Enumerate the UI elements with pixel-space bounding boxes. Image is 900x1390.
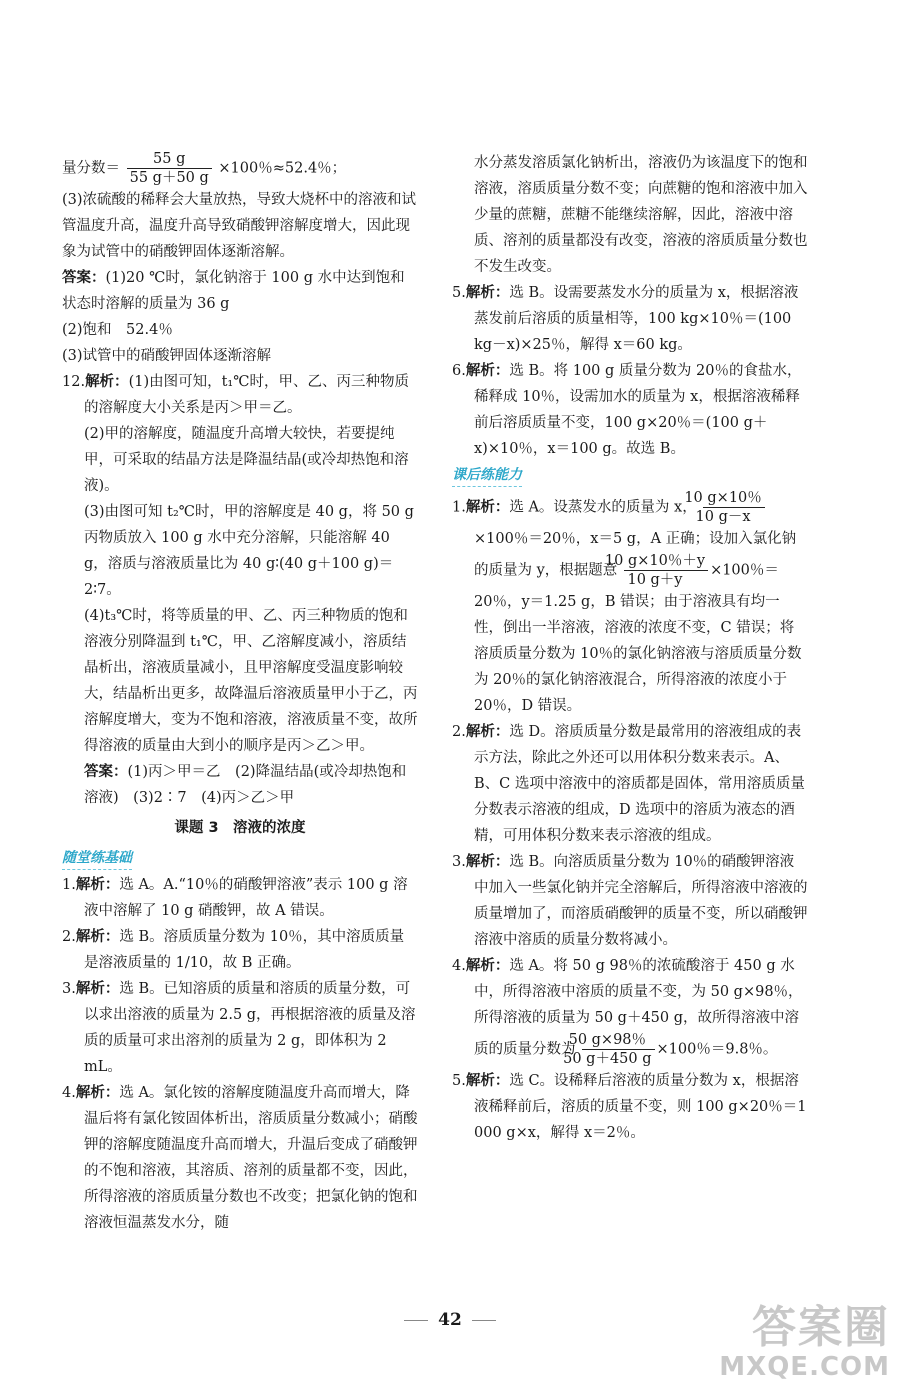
item-3 [62,976,418,1080]
answer-block [62,265,418,317]
question-number: 3. [452,854,466,870]
paragraph: 选 D。溶质质量分数是最常用的溶液组成的表示方法，除此之外还可以用体积分数来表示。A、B、C 选项中溶液中的溶质都是固体，常用溶质质量分数表示溶液的组成，D 选项中的溶质为液态的酒精，可用体积分数来表示溶液的组成。 [474,724,805,844]
answer-text: (1)20 ℃时，氯化钠溶于 100 g 水中达到饱和状态时溶解的质量为 36 g [62,270,405,312]
analysis-label: 解析： [75,1084,120,1101]
paragraph: (2)甲的溶解度，随温度升高增大较快，若要提纯甲，可采取的结晶方法是降温结晶(或冷却热饱和溶液)。 [84,426,409,494]
question-number: 12. [62,374,86,390]
practice-1 [452,489,808,719]
fraction-denominator: 50 g＋450 g [563,1051,652,1067]
practice-3 [452,849,808,953]
paragraph: 水分蒸发溶质氯化钠析出，溶液仍为该温度下的饱和溶液，溶质质量分数不变；向蔗糖的饱和溶液中加入少量的蔗糖，蔗糖不能继续溶解，因此，溶液中溶质、溶剂的质量都没有改变，溶液的溶质质量分数也不发生改变。 [474,155,808,275]
fraction [563,1031,654,1068]
question-number: 2. [62,929,76,945]
answer-block [62,759,418,811]
paragraph: 选 A。A.“10％的硝酸钾溶液”表示 100 g 溶液中溶解了 10 g 硝酸钾，故 A 错误。 [84,877,408,919]
fraction-denominator: 55 g＋50 g [129,170,209,186]
paragraph: 选 B。向溶质质量分数为 10％的硝酸钾溶液中加入一些氯化钠并完全溶解后，所得溶液中溶液的质量增加了，而溶质硝酸钾的质量不变，所以硝酸钾溶液中溶质的质量分数将减小。 [474,854,808,948]
practice-5 [452,1068,808,1146]
paragraph: 选 B。设需要蒸发水分的质量为 x，根据溶液蒸发前后溶质的质量相等，100 kg×10％＝(100 kg－x)×25％，解得 x＝60 kg。 [474,285,799,353]
analysis-label: 解析： [85,373,129,390]
fraction-numerator: 50 g×98％ [582,1031,654,1050]
item-2 [62,924,418,976]
analysis-label: 解析： [465,957,510,974]
question-12 [62,369,418,421]
text: ×100％＝9.8％。 [656,1041,778,1058]
question-number: 2. [452,724,466,740]
item-6 [452,358,808,462]
fraction-denominator: 10 g－x [695,509,751,525]
section-heading: 课后练能力 [452,464,522,487]
practice-2 [452,719,808,849]
left-column [62,150,418,1236]
paragraph: 选 A。氯化铵的溶解度随温度升高而增大，降温后将有氯化铵固体析出，溶质质量分数减小；硝酸钾的溶解度随温度升高而增大，升温后变成了硝酸钾的不饱和溶液，其溶质、溶剂的质量都不变，因此，所得溶液的溶质质量分数也不改变；把氯化钠的饱和溶液恒温蒸发水分，随 [84,1085,418,1231]
analysis-label: 解析： [75,980,120,997]
analysis-label: 解析： [465,723,510,740]
analysis-label: 解析： [75,928,120,945]
fraction-numerator: 55 g [127,150,212,169]
right-column [452,150,808,1146]
item-1 [62,872,418,924]
paragraph: 选 C。设稀释后溶液的质量分数为 x，根据溶液稀释前后，溶质的质量不变，则 100 g×20％＝1 000 g×x，解得 x＝2％。 [474,1073,807,1141]
practice-4 [452,953,808,1068]
text: 选 A。设蒸发水的质量为 x， [509,499,697,516]
paragraph: (3)由图可知 t₂℃时，甲的溶解度是 40 g，将 50 g 丙物质放入 100 g 水中充分溶解，只能溶解 40 g，溶质与溶液质量比为 40 g∶(40 g＋100 g)＝2∶7。 [84,504,414,598]
text: ×100％＝20％，x＝5 g，A 正确；设加入氯化钠的质量为 y，根据题意 [474,531,797,579]
question-number: 5. [452,1073,466,1089]
section-heading: 随堂练基础 [62,847,132,870]
watermark-url: MXQE.COM [719,1352,890,1382]
analysis-label: 解析： [465,1072,510,1089]
fraction-denominator: 10 g＋y [627,572,683,588]
analysis-label: 解析： [465,853,510,870]
paragraph: 选 B。已知溶质的质量和溶质的质量分数，可以求出溶液的质量为 2.5 g，再根据溶液的质量及溶质的质量可求出溶剂的质量为 2 g，即体积为 2 mL。 [84,981,416,1075]
answer-label: 答案： [84,763,128,780]
answer-text: (2)饱和 52.4％ [62,322,173,338]
fraction [127,150,212,187]
watermark-logo: 答案圈 [752,1302,890,1353]
answer-label: 答案： [62,269,106,286]
text: ×100％＝20％，y＝1.25 g，B 错误；由于溶液具有均一性，倒出一半溶液，溶液的浓度不变，C 错误；将溶质质量分数为 10％的氯化钠溶液与溶质质量分数为 20％的氯化钠溶液混合，所得溶液的浓度小于 20％，D 错误。 [474,562,802,714]
question-number: 1. [62,877,76,893]
text: ×100％≈52.4％； [218,160,347,177]
divider [404,1320,428,1321]
question-number: 4. [452,958,466,974]
question-number: 4. [62,1085,76,1101]
analysis-label: 解析： [465,362,510,379]
mass-fraction-line [62,150,418,187]
text: 选 A。将 50 g 98％的浓硫酸溶于 450 g 水中，所得溶液中溶质的质量不变，为 50 g×98％，所得溶液的质量为 50 g＋450 g，故所得溶液中溶质的质量分数为 [474,958,803,1058]
paragraph: (3)浓硫酸的稀释会大量放热，导致大烧杯中的溶液和试管温度升高，温度升高导致硝酸钾溶解度增大，因此现象为试管中的硝酸钾固体逐渐溶解。 [62,192,417,260]
lesson-title: 课题 3 溶液的浓度 [174,820,306,836]
text: 量分数＝ [62,160,120,177]
divider [472,1320,496,1321]
fraction [604,552,708,589]
analysis-label: 解析： [465,498,510,516]
item-5 [452,280,808,358]
analysis-label: 解析： [465,284,510,301]
paragraph: (1)由图可知，t₁℃时，甲、乙、丙三种物质的溶解度大小关系是丙＞甲＝乙。 [84,374,409,416]
answer-text: (3)试管中的硝酸钾固体逐渐溶解 [62,348,272,364]
page-number-text: 42 [438,1310,462,1330]
analysis-label: 解析： [75,876,120,893]
question-number: 1. [452,499,466,516]
fraction-numerator: 10 g×10％ [703,489,764,508]
paragraph: (4)t₃℃时，将等质量的甲、乙、丙三种物质的饱和溶液分别降温到 t₁℃，甲、乙溶解度减小，溶质结晶析出，溶液质量减小，且甲溶解度受温度影响较大，结晶析出更多，故降温后溶液质量甲小于乙，丙溶解度增大，变为不饱和溶液，溶液质量不变，故所得溶液的质量由大到小的顺序是丙＞乙＞甲。 [84,608,418,754]
question-number: 3. [62,981,76,997]
paragraph: 选 B。将 100 g 质量分数为 20％的食盐水，稀释成 10％，设需加水的质量为 x，根据溶液稀释前后溶质质量不变，100 g×20％＝(100 g＋x)×10％，x＝100 g。故选 B。 [474,363,802,457]
question-number: 5. [452,285,466,301]
item-4 [62,1080,418,1236]
paragraph: 选 B。溶质质量分数为 10％，其中溶质质量是溶液质量的 1/10，故 B 正确。 [84,929,405,971]
watermark [719,1304,890,1382]
answer-text: (1)丙＞甲＝乙 (2)降温结晶(或冷却热饱和溶液) (3)2∶7 (4)丙＞乙＞甲 [84,764,407,806]
question-number: 6. [452,363,466,379]
fraction [684,489,764,526]
fraction-numerator: 10 g×10％＋y [624,552,708,571]
